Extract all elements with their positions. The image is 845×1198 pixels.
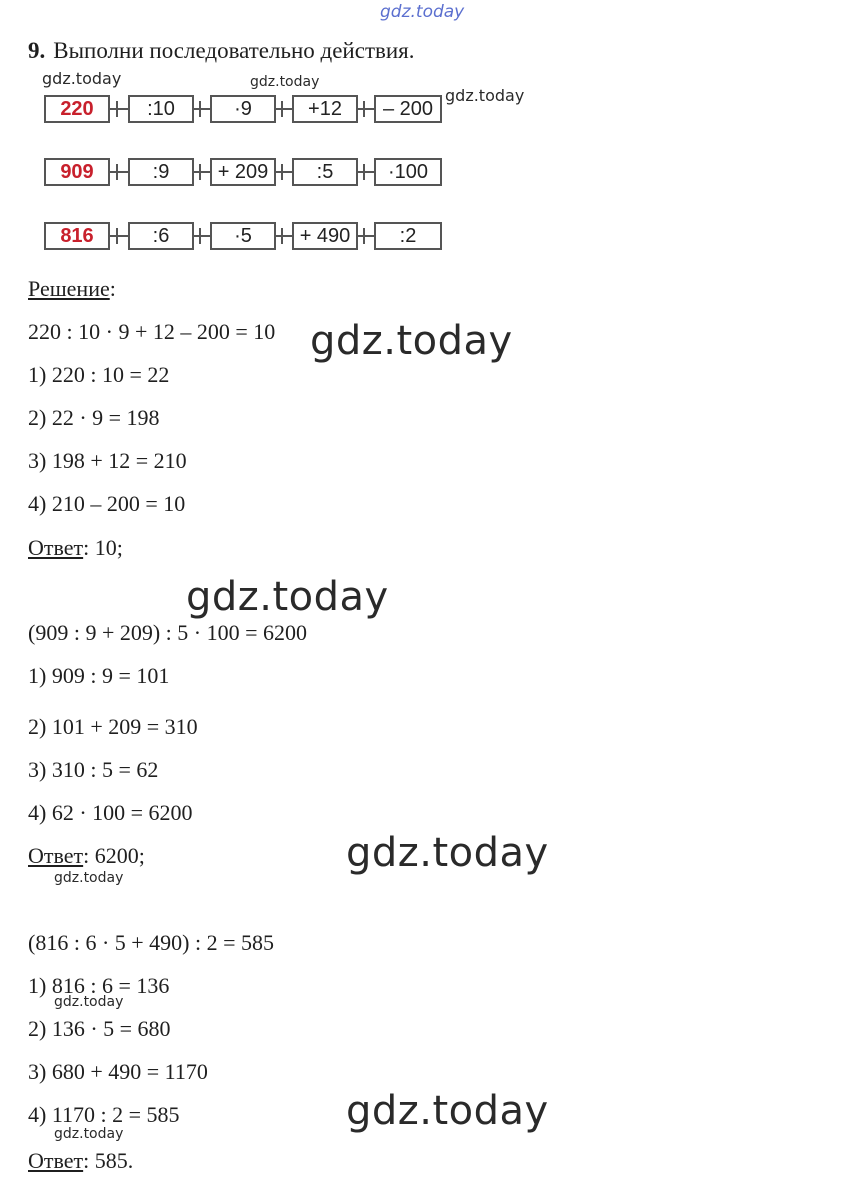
answer: Ответ: 585. bbox=[28, 1148, 134, 1173]
expression: (816 : 6 · 5 + 490) : 2 = 585 bbox=[28, 930, 275, 955]
chain-operation: + 490 bbox=[292, 222, 358, 250]
step: 3) 198 + 12 = 210 bbox=[28, 448, 187, 473]
task-heading bbox=[28, 38, 415, 64]
chain-start-number: 909 bbox=[44, 158, 110, 186]
step: 4) 1170 : 2 = 585 bbox=[28, 1102, 180, 1127]
expression: 220 : 10 · 9 + 12 – 200 = 10 bbox=[28, 319, 276, 344]
chain-operation: – 200 bbox=[374, 95, 442, 123]
step: 1) 220 : 10 = 22 bbox=[28, 362, 170, 387]
watermark: gdz.today bbox=[445, 86, 525, 105]
watermark: gdz.today bbox=[54, 870, 124, 886]
expression: (909 : 9 + 209) : 5 · 100 = 6200 bbox=[28, 620, 308, 645]
chain-operation: :10 bbox=[128, 95, 194, 123]
chain-start-number: 816 bbox=[44, 222, 110, 250]
watermark: gdz.today bbox=[42, 69, 122, 88]
watermark: gdz.today bbox=[54, 994, 124, 1010]
step: 3) 310 : 5 = 62 bbox=[28, 757, 159, 782]
watermark-top: gdz.today bbox=[380, 2, 465, 22]
task-number: 9. bbox=[28, 38, 46, 63]
chain-operation: :5 bbox=[292, 158, 358, 186]
watermark: gdz.today bbox=[346, 1088, 549, 1134]
watermark: gdz.today bbox=[310, 318, 513, 364]
solution-heading: Решение: bbox=[28, 276, 116, 301]
chain-operation: ·9 bbox=[210, 95, 276, 123]
step: 1) 909 : 9 = 101 bbox=[28, 663, 170, 688]
chain-operation: +12 bbox=[292, 95, 358, 123]
chain-operation: :9 bbox=[128, 158, 194, 186]
task-text: Выполни последовательно действия. bbox=[53, 38, 415, 63]
chain-start-number: 220 bbox=[44, 95, 110, 123]
chain-operation: ·5 bbox=[210, 222, 276, 250]
step: 4) 62 · 100 = 6200 bbox=[28, 800, 193, 825]
chain-operation: :6 bbox=[128, 222, 194, 250]
step: 3) 680 + 490 = 1170 bbox=[28, 1059, 208, 1084]
watermark: gdz.today bbox=[346, 830, 549, 876]
step: 1) 816 : 6 = 136 bbox=[28, 973, 170, 998]
step: 2) 22 · 9 = 198 bbox=[28, 405, 160, 430]
answer: Ответ: 10; bbox=[28, 535, 123, 560]
chain-operation: ·100 bbox=[374, 158, 442, 186]
chain-operation: :2 bbox=[374, 222, 442, 250]
step: 2) 101 + 209 = 310 bbox=[28, 714, 198, 739]
step: 2) 136 · 5 = 680 bbox=[28, 1016, 171, 1041]
watermark: gdz.today bbox=[54, 1126, 124, 1142]
watermark: gdz.today bbox=[186, 574, 389, 620]
answer: Ответ: 6200; bbox=[28, 843, 145, 868]
chain-operation: + 209 bbox=[210, 158, 276, 186]
watermark: gdz.today bbox=[250, 74, 320, 90]
step: 4) 210 – 200 = 10 bbox=[28, 491, 186, 516]
